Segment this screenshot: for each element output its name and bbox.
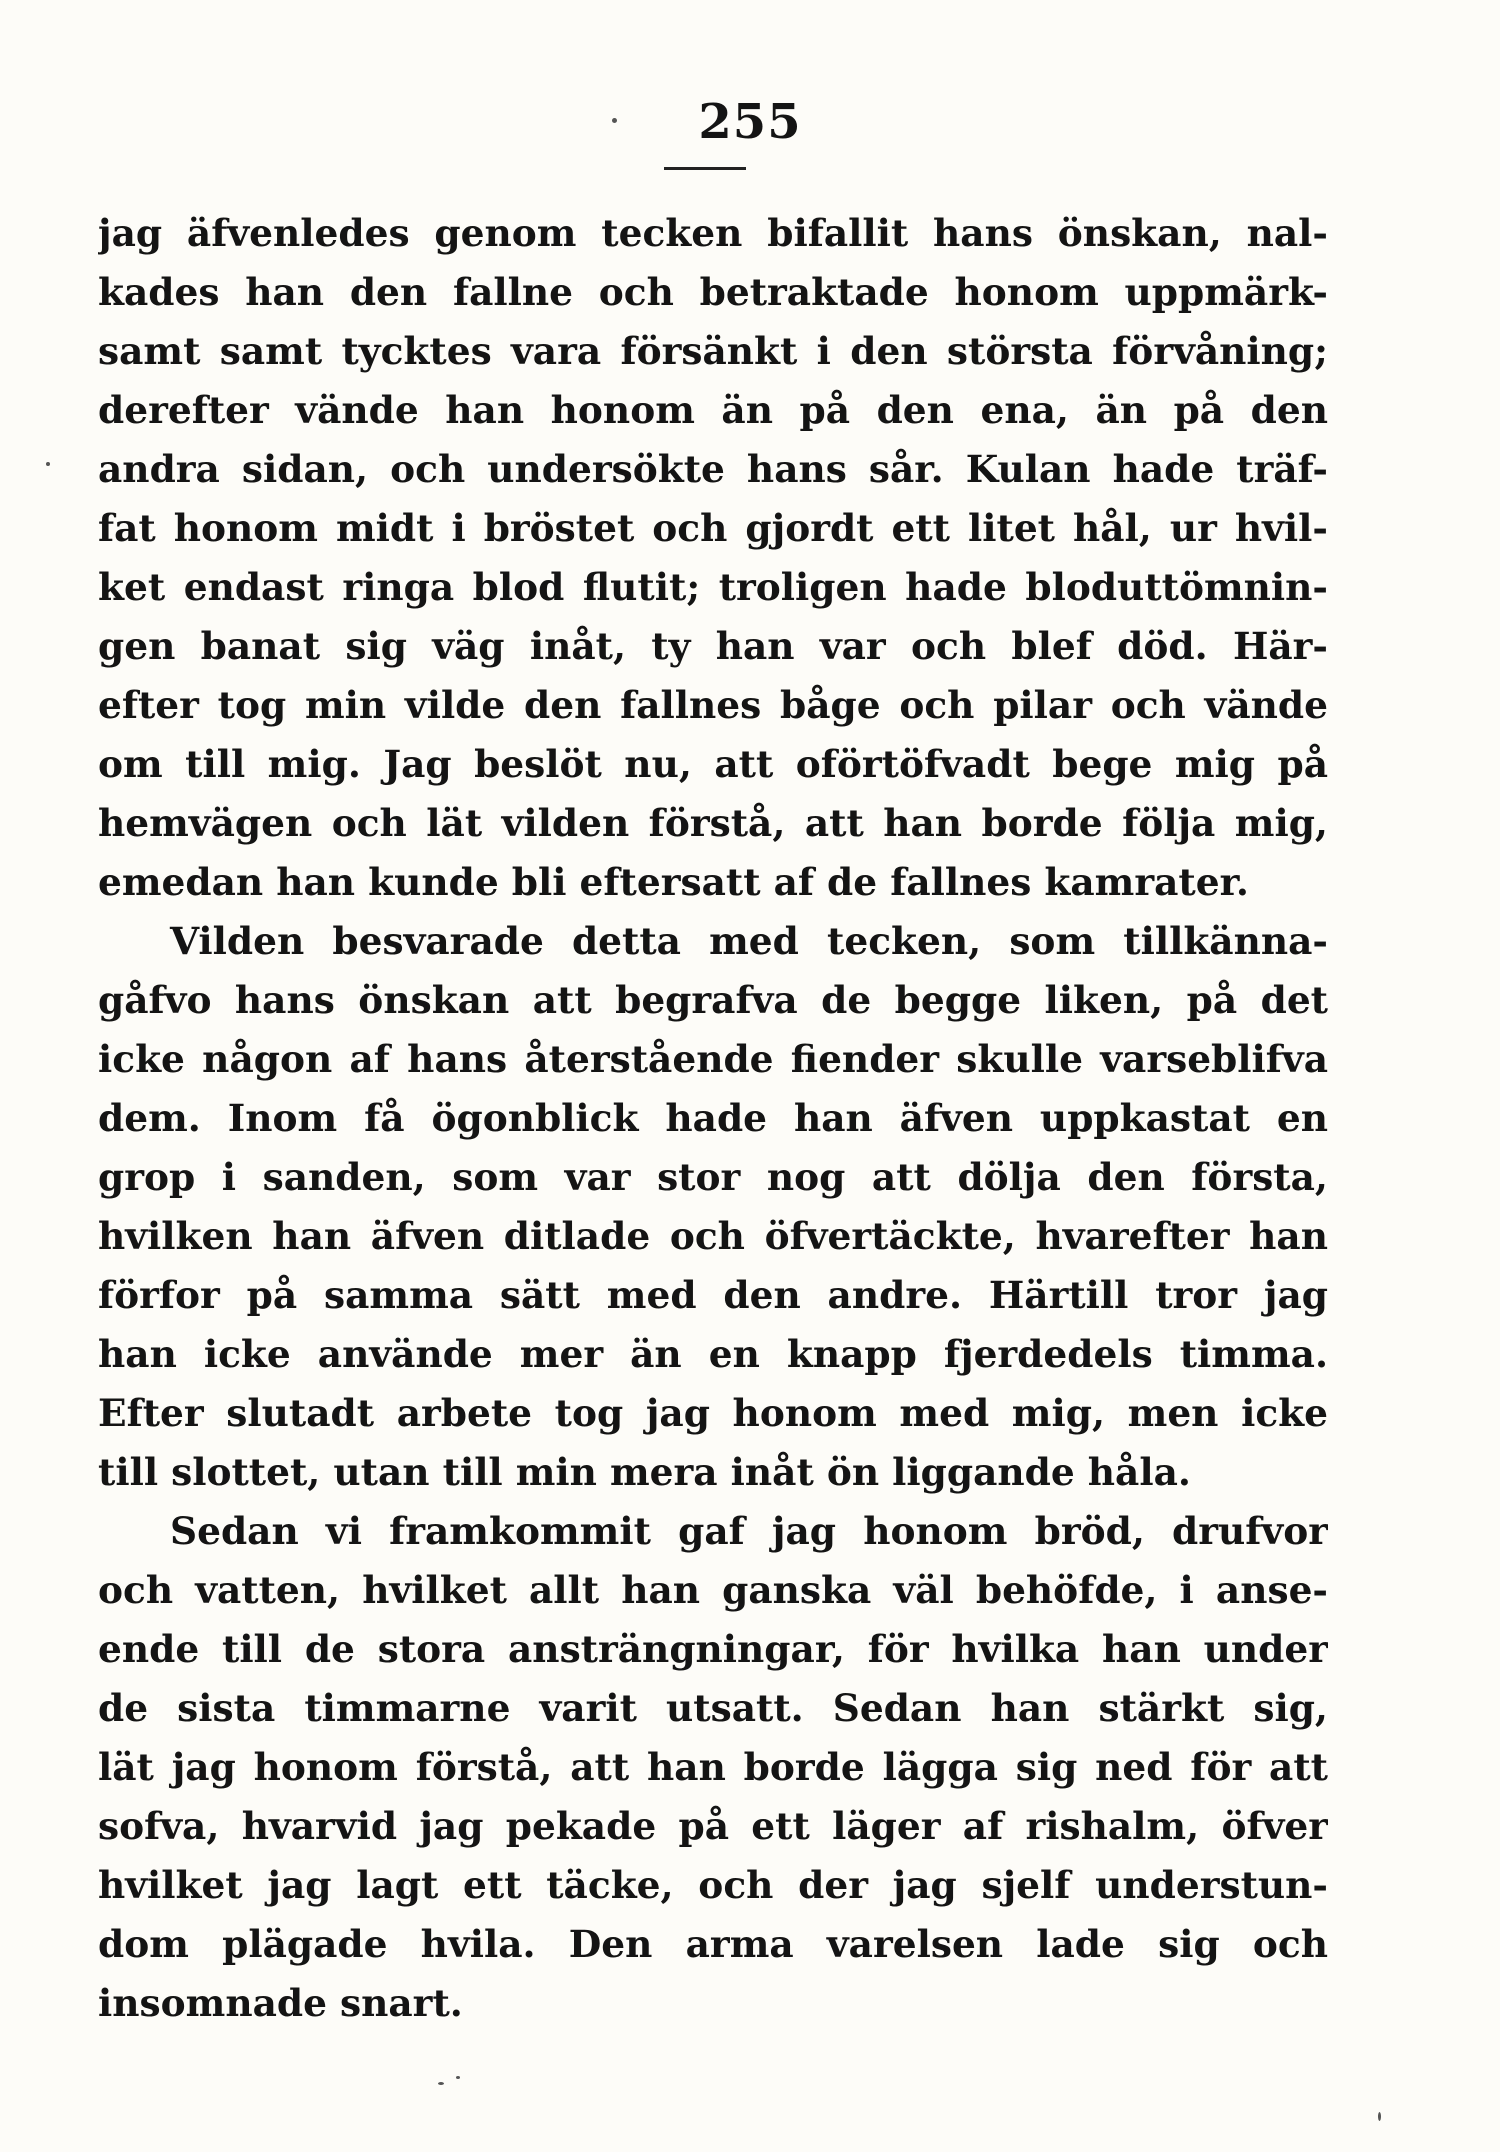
text-line: gen banat sig väg inåt, ty han var och blef död. Här- <box>98 624 1328 668</box>
text-line: grop i sanden, som var stor nog att dölja den första, <box>98 1155 1328 1199</box>
page-number-text: 255 <box>698 94 802 150</box>
text-line: Efter slutadt arbete tog jag honom med mig, men icke <box>98 1391 1328 1435</box>
text-line: emedan han kunde bli eftersatt af de fallnes kamrater. <box>98 860 1249 904</box>
page-number <box>0 92 1500 152</box>
text-line: samt samt tycktes vara försänkt i den största förvåning; <box>98 329 1328 373</box>
text-line: andra sidan, och undersökte hans sår. Kulan hade träf- <box>98 447 1328 491</box>
print-speck <box>456 2076 460 2079</box>
text-line: hemvägen och lät vilden förstå, att han borde följa mig, <box>98 801 1328 845</box>
text-line: och vatten, hvilket allt han ganska väl behöfde, i anse- <box>98 1568 1328 1612</box>
text-line: lät jag honom förstå, att han borde lägga sig ned för att <box>98 1745 1328 1789</box>
text-line: derefter vände han honom än på den ena, än på den <box>98 388 1328 432</box>
text-line: jag äfvenledes genom tecken bifallit hans önskan, nal- <box>98 211 1328 255</box>
text-line: hvilket jag lagt ett täcke, och der jag sjelf understun- <box>98 1863 1328 1907</box>
text-line: till slottet, utan till min mera inåt ön liggande håla. <box>98 1450 1191 1494</box>
body-text <box>98 204 1328 2033</box>
text-line: ket endast ringa blod flutit; troligen hade bloduttömnin- <box>98 565 1328 609</box>
text-line: om till mig. Jag beslöt nu, att oförtöfvadt bege mig på <box>98 742 1328 786</box>
text-line: de sista timmarne varit utsatt. Sedan han stärkt sig, <box>98 1686 1328 1730</box>
text-line: fat honom midt i bröstet och gjordt ett litet hål, ur hvil- <box>98 506 1328 550</box>
print-speck <box>46 462 50 466</box>
text-line: förfor på samma sätt med den andre. Härtill tror jag <box>98 1273 1328 1317</box>
page-number-rule <box>664 167 746 170</box>
text-line: sofva, hvarvid jag pekade på ett läger af rishalm, öfver <box>98 1804 1328 1848</box>
text-line: icke någon af hans återstående fiender skulle varseblifva <box>98 1037 1328 1081</box>
text-line: Vilden besvarade detta med tecken, som tillkänna- <box>170 919 1328 963</box>
text-line: kades han den fallne och betraktade honom uppmärk- <box>98 270 1328 314</box>
print-speck <box>1378 2112 1381 2121</box>
text-line: han icke använde mer än en knapp fjerdedels timma. <box>98 1332 1328 1376</box>
print-speck <box>438 2082 444 2085</box>
text-line: insomnade snart. <box>98 1981 463 2025</box>
text-line: ende till de stora ansträngningar, för hvilka han under <box>98 1627 1328 1671</box>
text-line: gåfvo hans önskan att begrafva de begge liken, på det <box>98 978 1328 1022</box>
text-line: Sedan vi framkommit gaf jag honom bröd, drufvor <box>170 1509 1328 1553</box>
text-line: dom plägade hvila. Den arma varelsen lade sig och <box>98 1922 1328 1966</box>
text-line: hvilken han äfven ditlade och öfvertäckte, hvarefter han <box>98 1214 1328 1258</box>
text-line: dem. Inom få ögonblick hade han äfven uppkastat en <box>98 1096 1328 1140</box>
print-speck <box>612 118 617 123</box>
text-line: efter tog min vilde den fallnes båge och pilar och vände <box>98 683 1328 727</box>
